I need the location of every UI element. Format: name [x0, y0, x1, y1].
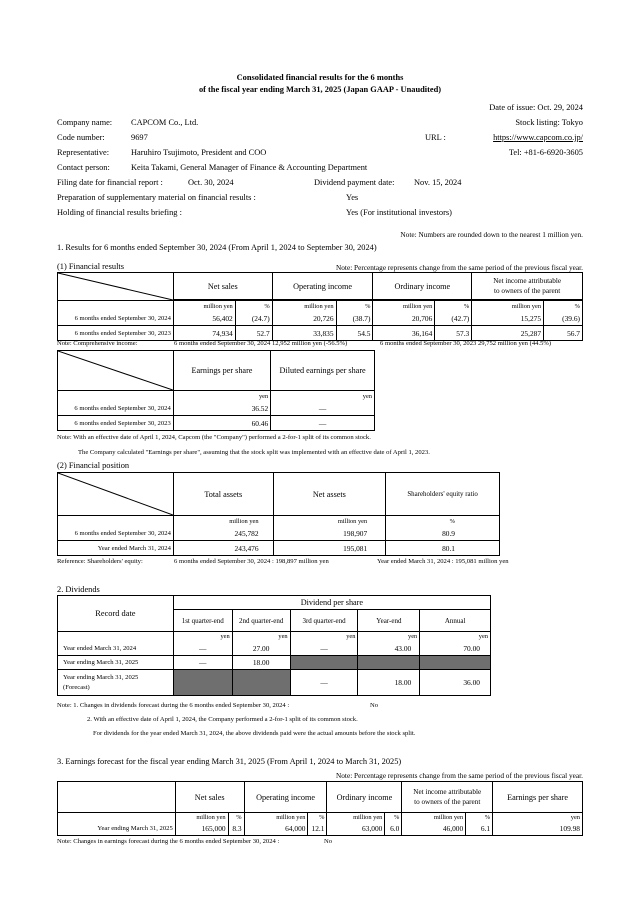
- equity-2023: Year ended March 31, 2024 : 195,081 million yen: [377, 558, 509, 565]
- cell-value: ―: [271, 402, 375, 416]
- unit-label: %: [228, 813, 244, 823]
- comprehensive-2023: 6 months ended September 30, 2023 29,752 million yen (44.5%): [380, 340, 552, 347]
- row-label-line: (Forecast): [63, 683, 90, 691]
- cell-value: 18.00: [232, 656, 290, 670]
- corner-cell: [58, 782, 176, 813]
- cell-value: 15,275: [472, 312, 544, 326]
- cell-value: ―: [271, 416, 375, 431]
- col-ordinary-income: Ordinary income: [327, 782, 402, 813]
- shaded-cell: [173, 670, 232, 696]
- cell-value: 18.00: [358, 670, 420, 696]
- unit-label: %: [336, 301, 373, 312]
- corner-cell: [58, 473, 174, 516]
- cell-value: 25,287: [472, 326, 544, 341]
- table-row: [58, 823, 583, 836]
- unit-label: million yen: [327, 813, 385, 823]
- table-row: [58, 656, 491, 670]
- unit-label: %: [235, 301, 272, 312]
- title-line-1: Consolidated financial results for the 6 months: [236, 73, 404, 82]
- row-label: 6 months ended September 30, 2023: [58, 416, 174, 431]
- cell-value: 20,726: [272, 312, 336, 326]
- cell-value: 52.7: [235, 326, 272, 341]
- col-net-assets: Net assets: [273, 473, 386, 516]
- table-row: [58, 541, 500, 556]
- dividend-per-share-header: Dividend per share: [173, 596, 490, 610]
- table-row: [58, 527, 500, 541]
- unit-label: million yen: [272, 301, 336, 312]
- col-diluted-eps: Diluted earnings per share: [271, 351, 375, 391]
- representative: Haruhiro Tsujimoto, President and COO: [131, 148, 267, 157]
- rounding-note: Note: Numbers are rounded down to the nearest 1 million yen.: [400, 230, 583, 239]
- table-row: [58, 402, 375, 416]
- unit-label: yen: [173, 391, 270, 402]
- col-q2: 2nd quarter-end: [232, 610, 290, 632]
- cell-value: 12.1: [308, 823, 327, 836]
- cell-value: (42.7): [435, 312, 472, 326]
- table-row: [58, 312, 583, 326]
- row-label: 6 months ended September 30, 2023: [58, 326, 174, 341]
- col-operating-income: Operating income: [244, 782, 327, 813]
- unit-label: %: [308, 813, 327, 823]
- cell-value: 70.00: [420, 642, 491, 656]
- cell-value: 63,000: [327, 823, 385, 836]
- cell-value: 74,934: [173, 326, 235, 341]
- row-label: [58, 670, 174, 696]
- financial-results-table: [57, 272, 583, 341]
- unit-label: %: [386, 516, 500, 527]
- unit-label: million yen: [175, 813, 228, 823]
- unit-label: yen: [493, 813, 583, 823]
- dividend-note-1-value: No: [370, 702, 379, 709]
- cell-value: 43.00: [358, 642, 420, 656]
- cell-value: 109.98: [493, 823, 583, 836]
- cell-value: 36,164: [373, 326, 435, 341]
- dividend-note-2: 2. With an effective date of April 1, 2024, the Company performed a 2-for-1 split of its common stock.: [87, 716, 358, 723]
- row-label: 6 months ended September 30, 2024: [58, 527, 174, 541]
- telephone: Tel: +81-6-6920-3605: [508, 148, 583, 157]
- cell-value: (39.6): [544, 312, 583, 326]
- equity-2024: 6 months ended September 30, 2024 : 198,897 million yen: [174, 558, 329, 565]
- row-label: Year ended March 31, 2024: [58, 642, 174, 656]
- row-label: Year ending March 31, 2025: [58, 823, 176, 836]
- cell-value: 33,835: [272, 326, 336, 341]
- code-number: 9697: [131, 133, 148, 142]
- col-ordinary-income: Ordinary income: [373, 273, 472, 300]
- record-date-header: Record date: [58, 596, 174, 632]
- unit-label: %: [466, 813, 493, 823]
- unit-label: million yen: [244, 813, 308, 823]
- code-label: Code number:: [57, 133, 105, 142]
- table-row: [58, 642, 491, 656]
- table-row: [58, 670, 491, 696]
- financial-position-heading: (2) Financial position: [57, 461, 130, 470]
- stock-listing: Stock listing: Tokyo: [515, 118, 583, 127]
- cell-value: 36.52: [173, 402, 270, 416]
- financial-results-heading: (1) Financial results: [57, 262, 124, 271]
- row-label-line: Year ending March 31, 2025: [63, 673, 139, 681]
- col-eps: Earnings per share: [173, 351, 270, 391]
- unit-label: million yen: [273, 516, 386, 527]
- cell-value: 245,782: [173, 527, 273, 541]
- comprehensive-note-label: Note: Comprehensive income:: [57, 340, 138, 347]
- col-eps: Earnings per share: [493, 782, 583, 813]
- unit-label: %: [544, 301, 583, 312]
- row-label: 6 months ended September 30, 2024: [58, 312, 174, 326]
- cell-value: 60.46: [173, 416, 270, 431]
- col-operating-income: Operating income: [272, 273, 373, 300]
- filing-date-label: Filing date for financial report :: [57, 178, 163, 187]
- col-annual: Annual: [420, 610, 491, 632]
- shaded-cell: [232, 670, 290, 696]
- unit-label: yen: [420, 632, 491, 642]
- financial-position-table: [57, 472, 500, 556]
- shaded-cell: [290, 656, 358, 670]
- unit-label: yen: [290, 632, 358, 642]
- url-label: URL :: [425, 133, 446, 142]
- cell-value: 198,907: [273, 527, 386, 541]
- contact-person: Keita Takami, General Manager of Finance & Accounting Department: [131, 163, 368, 172]
- pct-note-3: Note: Percentage represents change from the same period of the previous fiscal year.: [336, 771, 583, 780]
- cell-value: 243,476: [173, 541, 273, 556]
- cell-value: 36.00: [420, 670, 491, 696]
- col-net-sales: Net sales: [175, 782, 244, 813]
- row-label: Year ended March 31, 2024: [58, 541, 174, 556]
- table-row: [58, 326, 583, 341]
- supplementary-value: Yes: [346, 193, 359, 202]
- col-q1: 1st quarter-end: [173, 610, 232, 632]
- section1-title: 1. Results for 6 months ended September 30, 2024 (From April 1, 2024 to September 30, 2024): [57, 243, 377, 252]
- eps-table: [57, 350, 375, 431]
- col-year-end: Year-end: [358, 610, 420, 632]
- table-row: [58, 416, 375, 431]
- unit-label: million yen: [173, 516, 273, 527]
- equity-reference-label: Reference: Shareholders' equity:: [57, 558, 143, 565]
- dividend-date: Nov. 15, 2024: [414, 178, 462, 187]
- eps-note-1: Note: With an effective date of April 1, 2024, Capcom (the "Company") performed a 2-for-1 split of its common stock.: [57, 434, 371, 441]
- cell-value: 6.1: [466, 823, 493, 836]
- dividends-heading: 2. Dividends: [57, 585, 100, 594]
- cell-value: 46,000: [402, 823, 466, 836]
- shaded-cell: [420, 656, 491, 670]
- briefing-value: Yes (For institutional investors): [346, 208, 452, 217]
- shaded-cell: [358, 656, 420, 670]
- cell-value: 80.9: [386, 527, 500, 541]
- unit-label: yen: [232, 632, 290, 642]
- cell-value: 56,402: [173, 312, 235, 326]
- comprehensive-2024: 6 months ended September 30, 2024 12,952 million yen (-56.5%): [174, 340, 348, 347]
- unit-label: million yen: [402, 813, 466, 823]
- dividend-note-1: Note: 1. Changes in dividends forecast during the 6 months ended September 30, 2024 :: [57, 702, 290, 709]
- company-name: CAPCOM Co., Ltd.: [131, 118, 199, 127]
- cell-value: ―: [290, 642, 358, 656]
- cell-value: 56.7: [544, 326, 583, 341]
- row-label: Year ending March 31, 2025: [58, 656, 174, 670]
- corner-cell: [58, 351, 174, 391]
- contact-label: Contact person:: [57, 163, 110, 172]
- cell-value: 57.3: [435, 326, 472, 341]
- cell-value: 27.00: [232, 642, 290, 656]
- dividend-note-3: For dividends for the year ended March 31, 2024, the above dividends paid were the actual amounts before the stock split.: [93, 730, 416, 737]
- cell-value: 8.3: [228, 823, 244, 836]
- cell-value: 54.5: [336, 326, 373, 341]
- unit-label: million yen: [472, 301, 544, 312]
- forecast-note-value: No: [324, 838, 333, 845]
- cell-value: (38.7): [336, 312, 373, 326]
- company-name-label: Company name:: [57, 118, 113, 127]
- forecast-table: [57, 781, 583, 836]
- dividend-date-label: Dividend payment date:: [314, 178, 395, 187]
- unit-label: yen: [271, 391, 375, 402]
- forecast-note: Note: Changes in earnings forecast during the 6 months ended September 30, 2024 :: [57, 838, 280, 845]
- cell-value: (24.7): [235, 312, 272, 326]
- col-q3: 3rd quarter-end: [290, 610, 358, 632]
- pct-note-1: Note: Percentage represents change from the same period of the previous fiscal year.: [336, 263, 583, 272]
- supplementary-label: Preparation of supplementary material on financial results :: [57, 193, 256, 202]
- cell-value: 20,706: [373, 312, 435, 326]
- cell-value: 64,000: [244, 823, 308, 836]
- col-net-income: Net income attributable to owners of the parent: [402, 782, 493, 813]
- unit-label: million yen: [373, 301, 435, 312]
- col-equity-ratio: Shareholders' equity ratio: [386, 473, 500, 516]
- col-total-assets: Total assets: [173, 473, 273, 516]
- col-net-income: Net income attributable to owners of the parent: [472, 273, 583, 300]
- row-label: 6 months ended September 30, 2024: [58, 402, 174, 416]
- unit-label: yen: [358, 632, 420, 642]
- cell-value: 6.0: [385, 823, 402, 836]
- date-of-issue: Date of issue: Oct. 29, 2024: [489, 103, 583, 112]
- col-net-sales: Net sales: [173, 273, 272, 300]
- company-url-link[interactable]: https://www.capcom.co.jp/: [493, 133, 583, 142]
- cell-value: 195,081: [273, 541, 386, 556]
- briefing-label: Holding of financial results briefing :: [57, 208, 182, 217]
- cell-value: ―: [173, 656, 232, 670]
- unit-label: %: [385, 813, 402, 823]
- eps-note-2: The Company calculated "Earnings per share", assuming that the stock split was implemented with an effective date of April 1, 2023.: [78, 449, 430, 456]
- cell-value: 80.1: [386, 541, 500, 556]
- dividends-table: [57, 595, 491, 696]
- title-line-2: of the fiscal year ending March 31, 2025 (Japan GAAP - Unaudited): [198, 85, 442, 94]
- unit-label: %: [435, 301, 472, 312]
- unit-label: yen: [173, 632, 232, 642]
- representative-label: Representative:: [57, 148, 110, 157]
- filing-date: Oct. 30, 2024: [188, 178, 234, 187]
- forecast-heading: 3. Earnings forecast for the fiscal year ending March 31, 2025 (From April 1, 2024 to March 31, 2025): [57, 757, 402, 766]
- corner-cell: [58, 273, 174, 301]
- cell-value: ―: [290, 670, 358, 696]
- cell-value: 165,000: [175, 823, 228, 836]
- cell-value: ―: [173, 642, 232, 656]
- unit-label: million yen: [173, 301, 235, 312]
